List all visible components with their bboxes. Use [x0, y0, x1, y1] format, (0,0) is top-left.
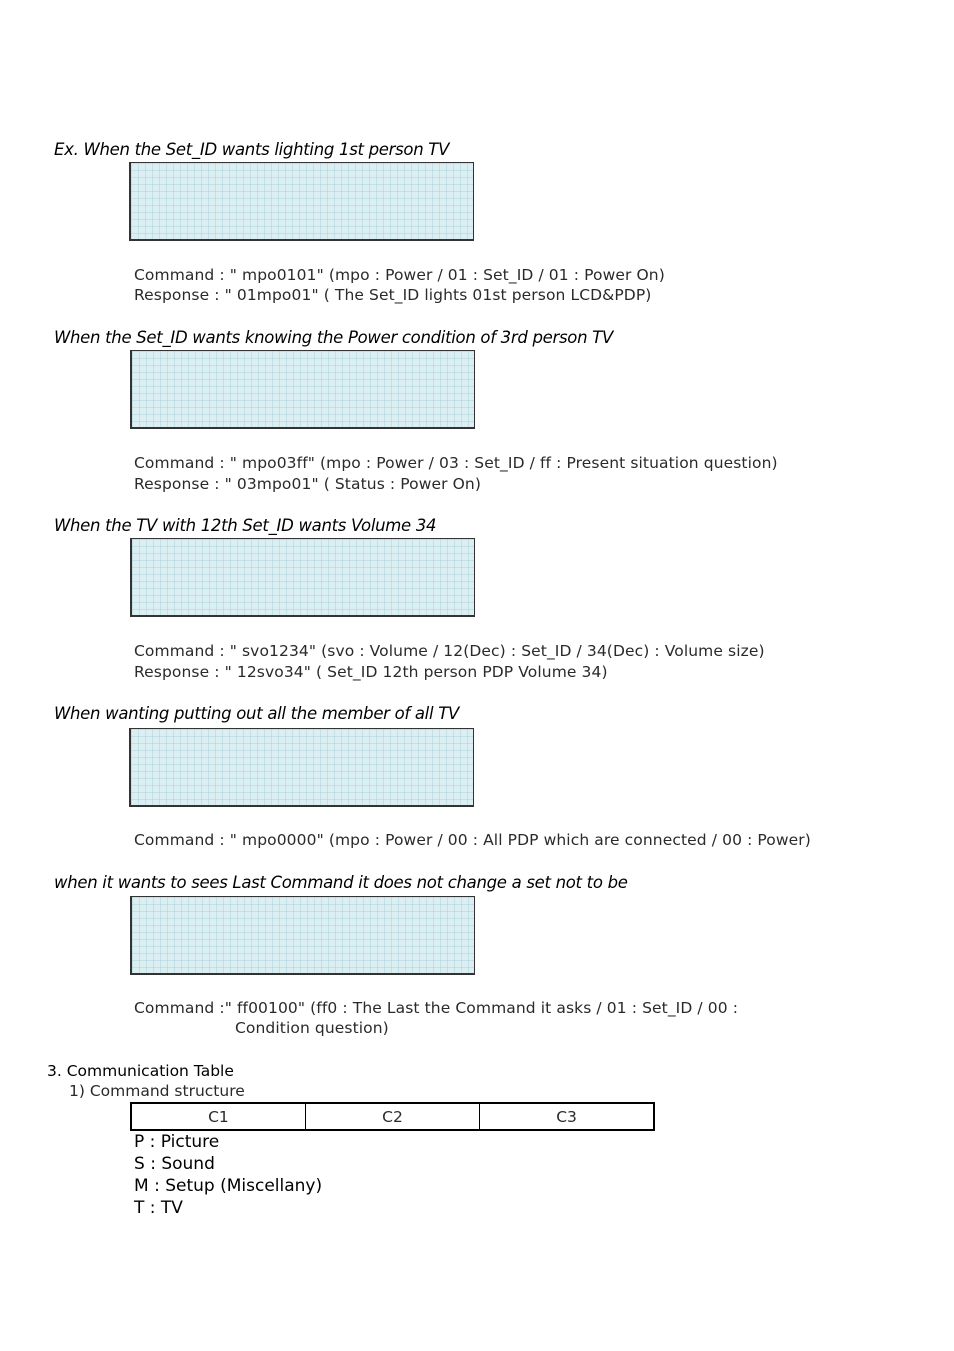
example-5-heading: when it wants to sees Last Command it does not change a set not to be [54, 873, 628, 892]
legend-item-tv: T : TV [134, 1198, 183, 1218]
example-3-response: Response : " 12svo34" ( Set_ID 12th person PDP Volume 34) [134, 663, 608, 681]
example-3-command: Command : " svo1234" (svo : Volume / 12(Dec) : Set_ID / 34(Dec) : Volume size) [134, 642, 765, 660]
table-row [131, 1103, 654, 1130]
example-5-screen-box [130, 896, 475, 975]
example-2-response: Response : " 03mpo01" ( Status : Power On) [134, 475, 482, 493]
example-3-screen-box [130, 538, 475, 617]
legend-item-sound: S : Sound [134, 1154, 215, 1174]
section-subtitle: 1) Command structure [69, 1082, 245, 1100]
table-header-c3: C3 [480, 1103, 654, 1130]
table-header-c1: C1 [131, 1103, 305, 1130]
example-1-command: Command : " mpo0101" (mpo : Power / 01 : Set_ID / 01 : Power On) [134, 266, 665, 284]
command-structure-table [130, 1102, 655, 1131]
example-5-command-continued: Condition question) [235, 1019, 389, 1037]
legend-item-setup: M : Setup (Miscellany) [134, 1176, 323, 1196]
example-5-command: Command :" ff00100" (ff0 : The Last the Command it asks / 01 : Set_ID / 00 : [134, 999, 739, 1017]
example-4-heading: When wanting putting out all the member of all TV [54, 704, 459, 723]
legend-item-picture: P : Picture [134, 1132, 220, 1152]
example-2-heading: When the Set_ID wants knowing the Power condition of 3rd person TV [54, 328, 613, 347]
example-2-command: Command : " mpo03ff" (mpo : Power / 03 : Set_ID / ff : Present situation question) [134, 454, 778, 472]
example-1-heading: Ex. When the Set_ID wants lighting 1st person TV [54, 140, 450, 159]
example-4-command: Command : " mpo0000" (mpo : Power / 00 : All PDP which are connected / 00 : Power) [134, 831, 811, 849]
example-3-heading: When the TV with 12th Set_ID wants Volume 34 [54, 516, 437, 535]
table-header-c2: C2 [305, 1103, 479, 1130]
example-4-screen-box [129, 728, 474, 807]
example-1-response: Response : " 01mpo01" ( The Set_ID lights 01st person LCD&PDP) [134, 286, 652, 304]
example-2-screen-box [130, 350, 475, 429]
section-title: 3. Communication Table [47, 1062, 234, 1080]
example-1-screen-box [129, 162, 474, 241]
